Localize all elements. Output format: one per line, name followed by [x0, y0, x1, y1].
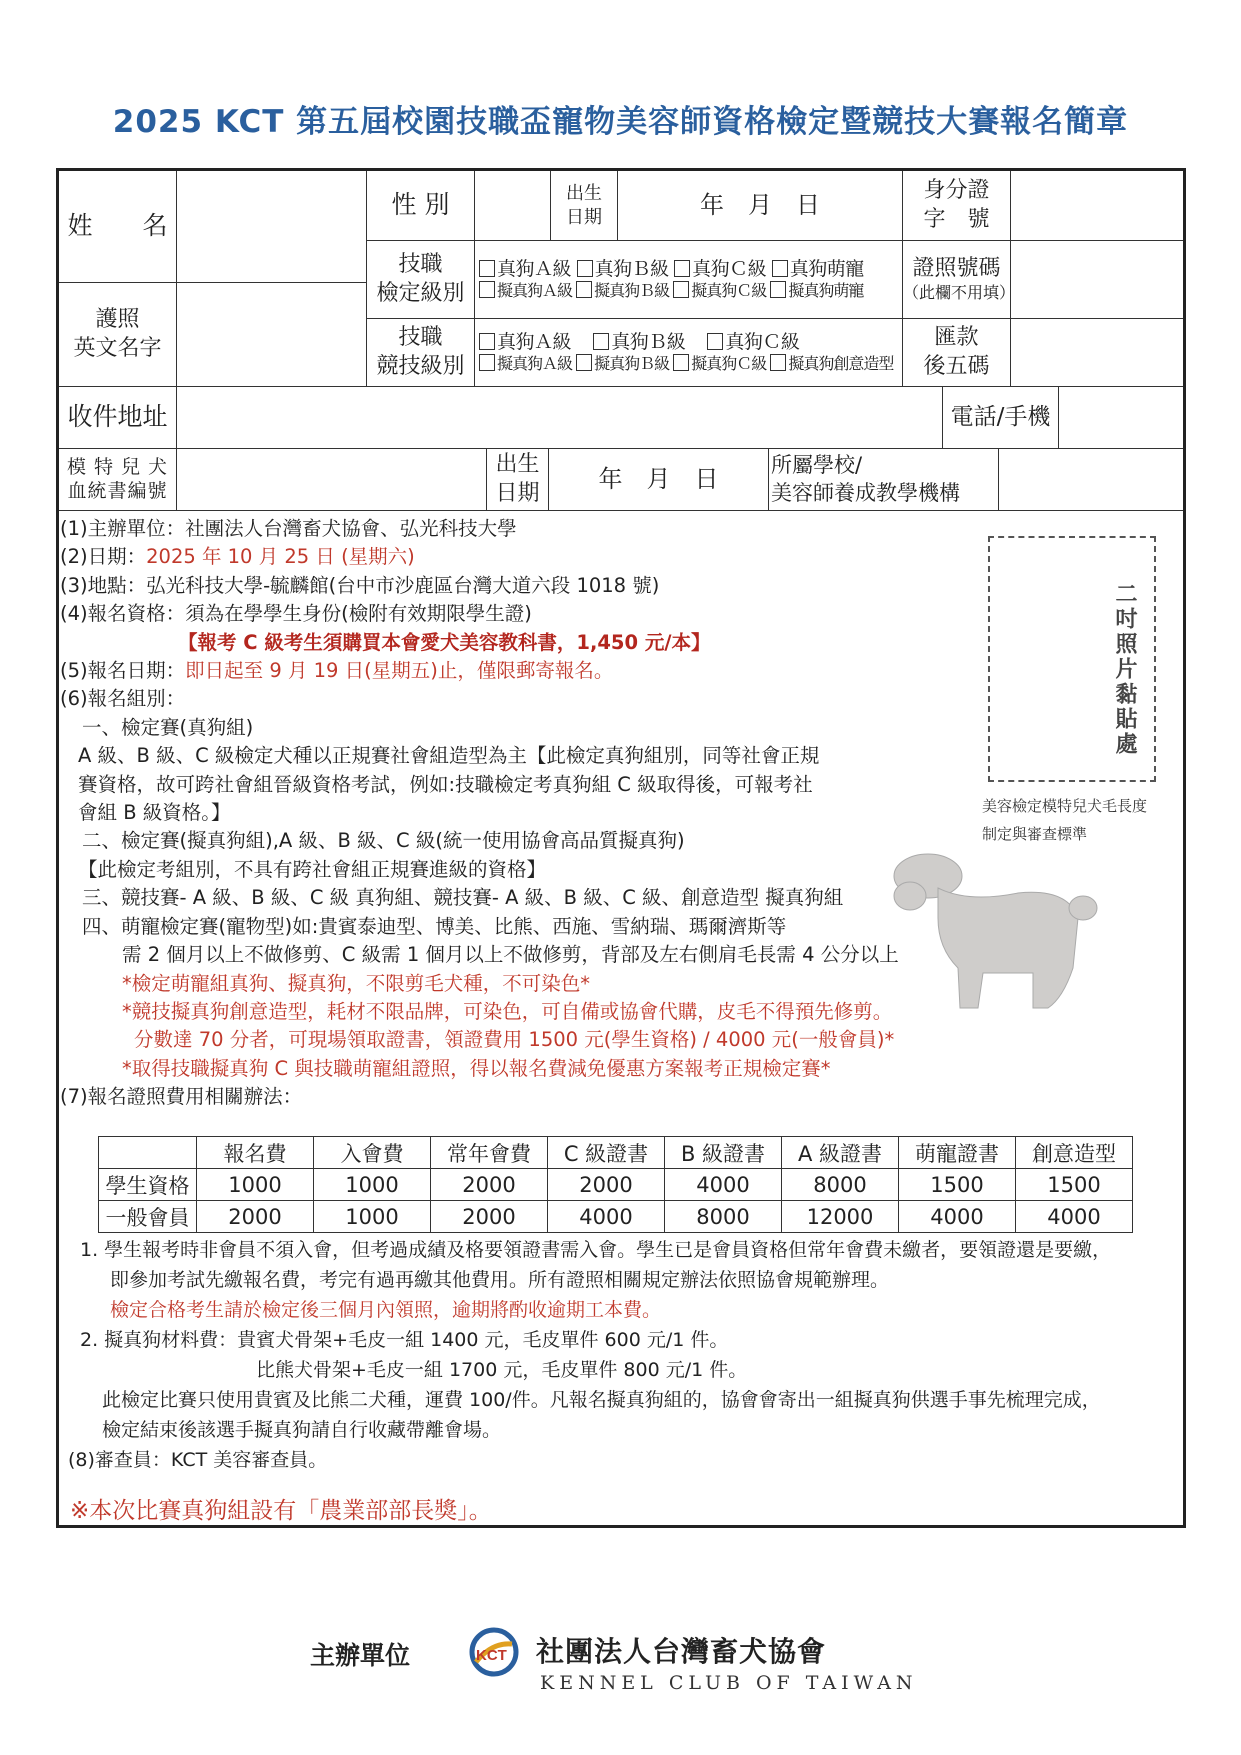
group-1-detail: 會組 B 級資格。】 — [78, 801, 231, 825]
passport-field[interactable] — [177, 283, 367, 387]
model-birth-label: 出生 日期 — [487, 449, 549, 511]
note-1-warning: 檢定合格考生請於檢定後三個月內領照，逾期將酌收逾期工本費。 — [110, 1299, 662, 1321]
group-2: 二、檢定賽(擬真狗組),A 級、B 級、C 級(統一使用協會高品質擬真狗) — [82, 829, 685, 853]
note-1: 1. 學生報考時非會員不須入會，但考過成績及格要領證書需入會。學生已是會員資格但常年會費未繳者，要領證還是要繳， — [80, 1239, 1112, 1261]
group-1-detail: A 級、B 級、C 級檢定犬種以正規賽社會組造型為主【此檢定真狗組別，同等社會正規 — [78, 744, 820, 768]
award-notice: ※本次比賽真狗組設有「農業部部長獎」。 — [70, 1498, 492, 1524]
group-2-detail: 【此檢定考組別，不具有跨社會組正規賽進級的資格】 — [78, 857, 547, 881]
comp-level-label: 技職 競技級別 — [367, 319, 475, 387]
school-label: 所屬學校/ 美容師養成教學機構 — [769, 449, 999, 511]
checkbox[interactable] — [707, 333, 723, 350]
table-row: 學生資格 1000 1000 2000 2000 4000 8000 1500 1500 — [99, 1169, 1133, 1201]
name-label: 姓 名 — [59, 171, 177, 283]
model-dog-pedigree-field[interactable] — [177, 449, 487, 511]
gender-label: 性 別 — [367, 171, 475, 241]
phone-field[interactable] — [1059, 387, 1183, 449]
checkbox[interactable] — [576, 281, 592, 298]
venue-line: (3)地點：弘光科技大學-毓麟館(台中市沙鹿區台灣大道六段 1018 號) — [60, 573, 660, 597]
kct-logo-icon — [462, 1622, 522, 1682]
passport-label: 護照 英文名字 — [59, 283, 177, 387]
fee-heading: (7)報名證照費用相關辦法： — [60, 1085, 303, 1109]
checkbox[interactable] — [770, 281, 786, 298]
cert-number-label: 證照號碼 （此欄不用填） — [903, 241, 1011, 319]
fee-header-row: 報名費 入會費 常年會費 C 級證書 B 級證書 A 級證書 萌寵證書 創意造型 — [99, 1137, 1133, 1169]
groups-heading: (6)報名組別： — [60, 687, 186, 711]
checkbox[interactable] — [479, 260, 495, 277]
registration-date-line: (5)報名日期：即日起至 9 月 19 日(星期五)止，僅限郵寄報名。 — [60, 659, 614, 683]
checkbox[interactable] — [479, 281, 495, 298]
exam-level-real-dog-row: 真狗Ａ級 真狗Ｂ級 真狗Ｃ級 真狗萌寵 — [479, 257, 864, 282]
reviewer-line: (8)審查員：KCT 美容審查員。 — [68, 1449, 328, 1471]
birth-date-field[interactable]: 年 月 日 — [618, 171, 903, 241]
address-field[interactable] — [177, 387, 943, 449]
checkbox[interactable] — [479, 333, 495, 350]
checkbox[interactable] — [673, 354, 689, 371]
notes-section — [68, 1235, 1112, 1475]
checkbox[interactable] — [479, 354, 495, 371]
organization-name: 社團法人台灣畜犬協會 — [536, 1635, 827, 1668]
id-number-field[interactable] — [1011, 171, 1183, 241]
remit-code-field[interactable] — [1011, 319, 1183, 387]
fee-table — [98, 1136, 1133, 1233]
textbook-notice: 【報考 C 級考生須購買本會愛犬美容教科書，1,450 元/本】 — [178, 630, 711, 654]
note-3-cont: 檢定結束後該選手擬真狗請自行收藏帶離會場。 — [102, 1419, 502, 1441]
organization-name-en: KENNEL CLUB OF TAIWAN — [540, 1672, 918, 1694]
note-3: 此檢定比賽只使用貴賓及比熊二犬種，運費 100/件。凡報名擬真狗組的，協會會寄出一組擬真狗供選手事先梳理完成， — [102, 1389, 1101, 1411]
organizer-label: 主辦單位 — [310, 1641, 411, 1670]
group-4: 四、萌寵檢定賽(寵物型)如:貴賓泰迪型、博美、比熊、西施、雪納瑞、瑪爾濟斯等 — [82, 914, 787, 938]
id-number-label: 身分證 字 號 — [903, 171, 1011, 241]
rule-note: *競技擬真狗創意造型，耗材不限品牌，可染色，可自備或協會代購，皮毛不得預先修剪。 — [122, 999, 893, 1023]
table-row: 一般會員 2000 1000 2000 4000 8000 12000 4000 4000 — [99, 1201, 1133, 1233]
rule-note: 分數達 70 分者，可現場領取證書，領證費用 1500 元(學生資格) / 4000 元(一般會員)* — [134, 1028, 895, 1052]
comp-level-options[interactable] — [475, 319, 903, 387]
school-field[interactable] — [999, 449, 1183, 511]
note-2: 2. 擬真狗材料費：貴賓犬骨架+毛皮一組 1400 元，毛皮單件 600 元/1 件。 — [80, 1329, 729, 1351]
group-1-detail: 賽資格，故可跨社會組晉級資格考試，例如:技職檢定考真狗組 C 級取得後，可報考社 — [78, 772, 813, 796]
remit-code-label: 匯款 後五碼 — [903, 319, 1011, 387]
group-1: 一、檢定賽(真狗組) — [82, 715, 254, 739]
phone-label: 電話/手機 — [943, 387, 1059, 449]
checkbox[interactable] — [576, 354, 592, 371]
page-title: 2025 KCT 第五屆校園技職盃寵物美容師資格檢定暨競技大賽報名簡章 — [112, 104, 1129, 140]
svg-text:KCT: KCT — [476, 1647, 507, 1664]
model-birth-field[interactable]: 年 月 日 — [549, 449, 769, 511]
photo-placeholder[interactable] — [988, 536, 1156, 782]
poodle-illustration — [868, 848, 1118, 1023]
group-3: 三、競技賽- A 級、B 級、C 級 真狗組、競技賽- A 級、B 級、C 級、創意造型 擬真狗組 — [82, 886, 844, 910]
eligibility-line: (4)報名資格：須為在學學生身份(檢附有效期限學生證) — [60, 602, 532, 626]
exam-level-label: 技職 檢定級別 — [367, 241, 475, 319]
checkbox[interactable] — [577, 260, 593, 277]
rule-note: *取得技職擬真狗 C 與技職萌寵組證照，得以報名費減免優惠方案報考正規檢定賽* — [122, 1056, 831, 1080]
exam-level-options[interactable] — [475, 241, 903, 319]
address-label: 收件地址 — [59, 387, 177, 449]
note-2-cont: 比熊犬骨架+毛皮一組 1700 元，毛皮單件 800 元/1 件。 — [256, 1359, 748, 1381]
comp-level-model-dog-row: 擬真狗Ａ級 擬真狗Ｂ級 擬真狗Ｃ級 擬真狗創意造型 — [479, 354, 893, 375]
gender-field[interactable] — [475, 171, 551, 241]
checkbox[interactable] — [673, 281, 689, 298]
organizer-line: (1)主辦單位：社團法人台灣畜犬協會、弘光科技大學 — [60, 517, 517, 540]
registration-info — [60, 515, 960, 1112]
name-field[interactable] — [177, 171, 367, 283]
model-dog-pedigree-label: 模 特 兒 犬 血統書編號 — [59, 449, 177, 511]
date-line: (2)日期：2025 年 10 月 25 日 (星期六) — [60, 545, 415, 569]
group-4-detail: 需 2 個月以上不做修剪、C 級需 1 個月以上不做修剪，背部及左右側肩毛長需 4 公分以上 — [122, 943, 899, 967]
rule-note: *檢定萌寵組真狗、擬真狗，不限剪毛犬種，不可染色* — [122, 971, 591, 995]
comp-level-real-dog-row: 真狗Ａ級 真狗Ｂ級 真狗Ｃ級 — [479, 330, 799, 355]
photo-label: 二吋照片黏貼處 — [1112, 582, 1137, 757]
cert-number-field[interactable] — [1011, 241, 1183, 319]
checkbox[interactable] — [674, 260, 690, 277]
checkbox[interactable] — [593, 333, 609, 350]
model-dog-standard-caption: 美容檢定模特兒犬毛長度 制定與審查標準 — [982, 797, 1148, 843]
checkbox[interactable] — [772, 260, 788, 277]
exam-level-model-dog-row: 擬真狗Ａ級 擬真狗Ｂ級 擬真狗Ｃ級 擬真狗萌寵 — [479, 281, 863, 302]
note-1-cont: 即參加考試先繳報名費，考完有過再繳其他費用。所有證照相關規定辦法依照協會規範辦理。 — [110, 1269, 890, 1291]
checkbox[interactable] — [770, 354, 786, 371]
birth-label: 出生 日期 — [551, 171, 618, 241]
